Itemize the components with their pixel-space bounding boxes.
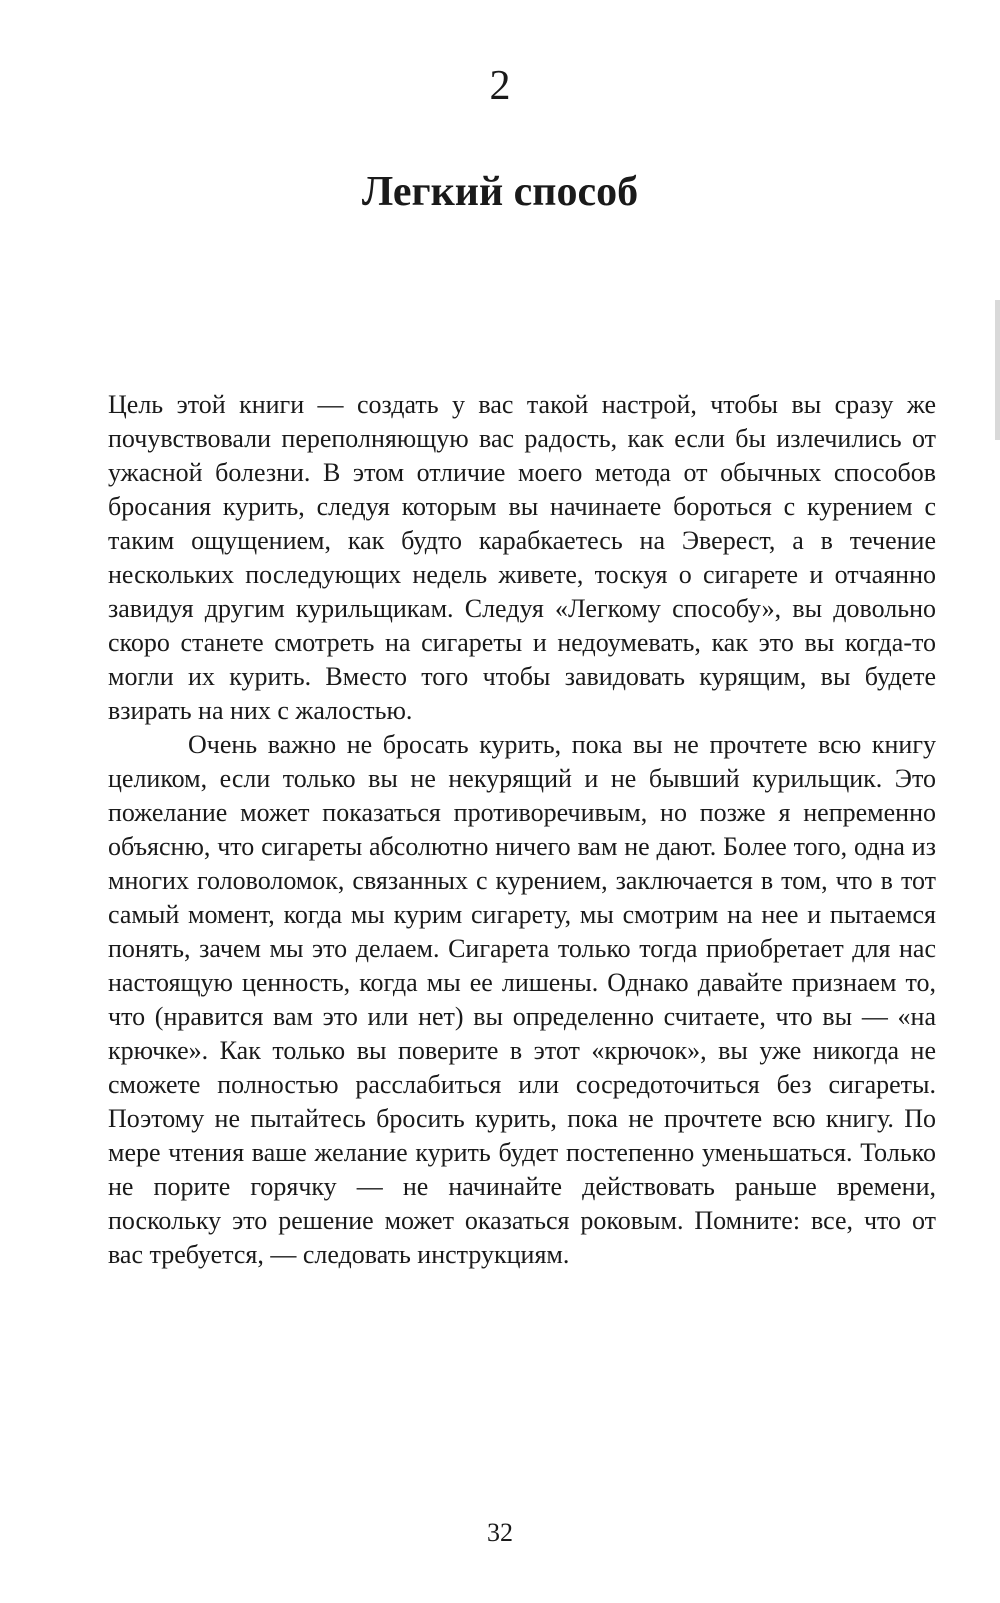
page-edge-shadow [995, 300, 1000, 440]
paragraph-2: Очень важно не бросать курить, пока вы не прочтете всю книгу целиком, если только вы не некурящий и не бывший курильщик. Это пожелание может показаться противоречивым, но позже я непременно объясню, что сигареты абсолютно ничего вам не дают. Более того, одна из многих головоломок, связанных с курением, заключается в том, что в тот самый момент, когда мы курим сигарету, мы смотрим на нее и пытаемся понять, зачем мы это делаем. Сигарета только тогда приобретает для нас настоящую ценность, когда мы ее лишены. Однако давайте признаем то, что (нравится вам это или нет) вы определенно считаете, что вы — «на крючке». Как только вы поверите в этот «крючок», вы уже никогда не сможете полностью расслабиться или сосредоточиться без сигареты. Поэтому не пытайтесь бросить курить, пока не прочтете всю книгу. По мере чтения ваше желание курить будет постепенно уменьшаться. Только не порите горячку — не начинайте действовать раньше времени, поскольку это решение может оказаться роковым. Помните: все, что от вас требуется, — следовать инструкциям. [108, 730, 936, 1269]
chapter-number: 2 [489, 63, 511, 109]
page-number: 32 [487, 1518, 513, 1547]
body-text [108, 388, 936, 1272]
paragraph-1: Цель этой книги — создать у вас такой настрой, чтобы вы сразу же почувствовали переполняющую вас радость, как если бы излечились от ужасной болезни. В этом отличие моего метода от обычных способов бросания курить, следуя которым вы начинаете бороться с курением с таким ощущением, как будто карабкаетесь на Эверест, а в течение нескольких последующих недель живете, тоскуя о сигарете и отчаянно завидуя другим курильщикам. Следуя «Легкому способу», вы довольно скоро станете смотреть на сигареты и недоумевать, как это вы когда-то могли их курить. Вместо того чтобы завидовать курящим, вы будете взирать на них с жалостью. [108, 390, 936, 725]
chapter-title: Легкий способ [361, 169, 639, 215]
